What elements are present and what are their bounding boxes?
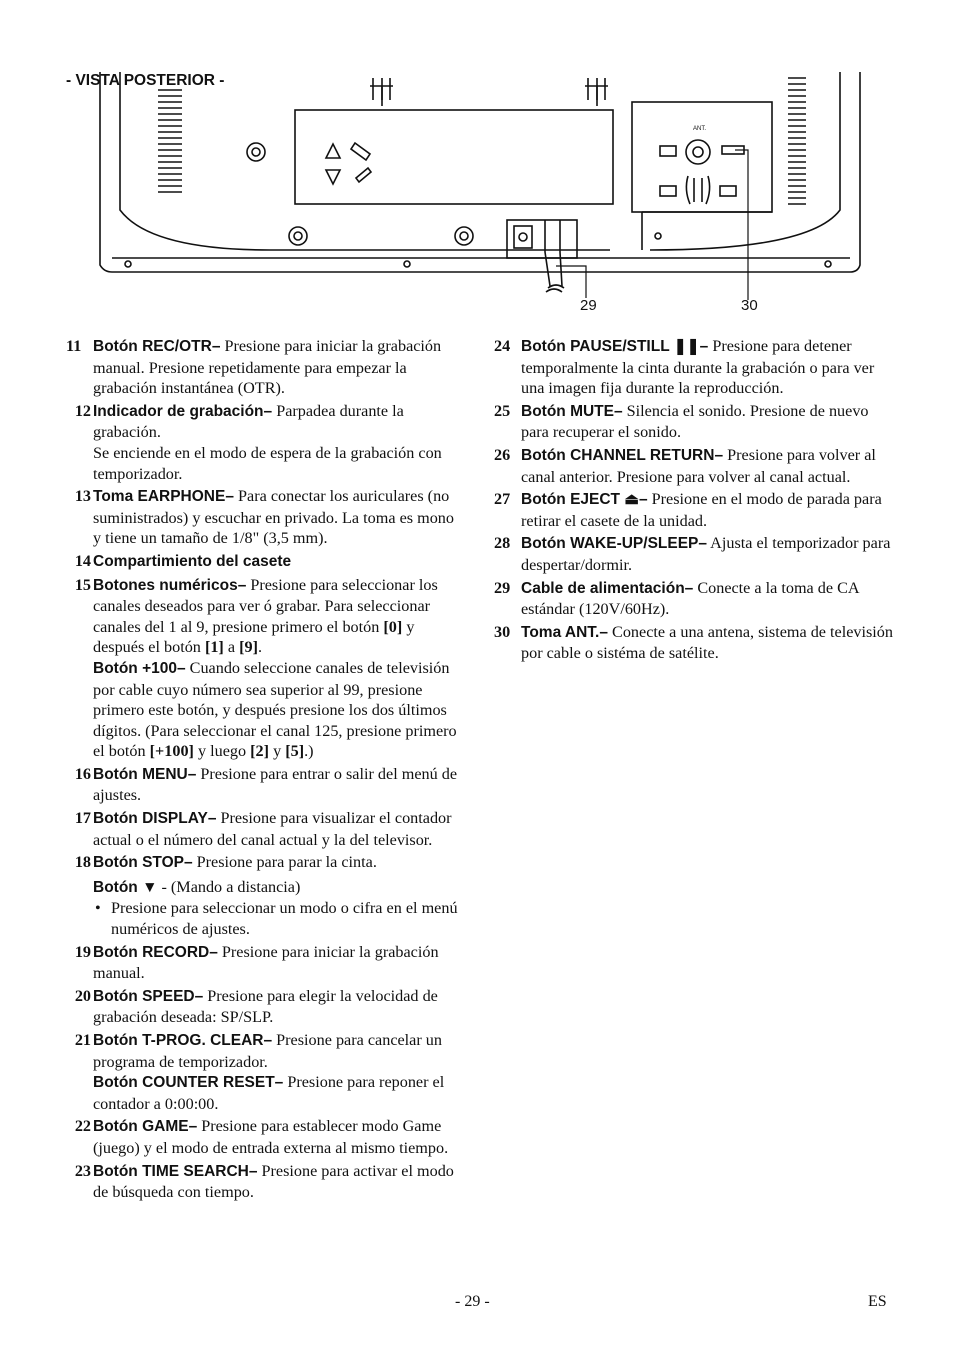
- list-item: 28 Botón WAKE-UP/SLEEP– Ajusta el temporizador para despertar/dormir.: [494, 534, 891, 574]
- antenna-jack-icon: [660, 140, 744, 204]
- list-item: 19 Botón RECORD– Presione para iniciar la grabación manual.: [74, 942, 439, 983]
- list-item: 13 Toma EARPHONE– Para conectar los auriculares (no suministrados) y escuchar en privado. La toma es mono y tiene un tamaño de 1/8" (3,5 mm).: [74, 487, 454, 548]
- callout-30: 30: [741, 297, 758, 314]
- right-vent-icon: [788, 78, 806, 204]
- list-item: 20 Botón SPEED– Presione para elegir la velocidad de grabación deseada: SP/SLP.: [74, 986, 438, 1027]
- list-item: 22 Botón GAME– Presione para establecer modo Game (juego) y el modo de entrada externa al mismo tiempo.: [74, 1117, 449, 1157]
- list-item: 17 Botón DISPLAY– Presione para visualizar el contador actual o el número del canal actual y la del televisor.: [74, 809, 452, 849]
- hook-icon: [585, 78, 608, 106]
- list-item: 27 Botón EJECT ⏏– Presione en el modo de parada para retirar el casete de la unidad.: [494, 490, 882, 530]
- list-item: 30 Toma ANT.– Conecte a una antena, sistema de televisión por cable o sistéma de satélite.: [494, 622, 893, 663]
- page-number: - 29 -: [455, 1293, 490, 1310]
- list-item: 21 Botón T-PROG. CLEAR– Presione para cancelar un programa de temporizador. Botón COUNTER RESET– Presione para reponer el contador a 0:00:00.: [74, 1031, 445, 1113]
- ant-label: ANT.: [693, 126, 707, 132]
- rear-view-diagram: [90, 60, 870, 320]
- screw-icon: [289, 227, 307, 245]
- list-item: 18 Botón STOP– Presione para parar la cinta. Botón ▼ - (Mando a distancia) • Presione para seleccionar un modo o cifra en el menú numéricos de ajustes.: [74, 853, 458, 939]
- list-item: 11 Botón REC/OTR– Presione para iniciar la grabación manual. Presione repetidamente para empezar la grabación instantánea (OTR).: [66, 337, 442, 398]
- screw-icon: [247, 143, 265, 161]
- list-item: 26 Botón CHANNEL RETURN– Presione para volver al canal anterior. Presione para volver al canal actual.: [494, 445, 876, 486]
- list-item: 16 Botón MENU– Presione para entrar o salir del menú de ajustes.: [74, 764, 458, 805]
- callout-29: 29: [580, 297, 597, 314]
- list-item: 12 Indicador de grabación– Parpadea durante la grabación. Se enciende en el modo de espera de la grabación con temporizador.: [74, 401, 442, 483]
- list-item: 23 Botón TIME SEARCH– Presione para activar el modo de búsqueda con tiempo.: [74, 1161, 454, 1202]
- right-column: [494, 336, 894, 666]
- power-cord-icon: [545, 220, 564, 292]
- warning-symbol-icon: [326, 143, 371, 184]
- screw-icon: [455, 227, 473, 245]
- left-column: [66, 336, 466, 1205]
- list-item: 24 Botón PAUSE/STILL ❚❚– Presione para detener temporalmente la cinta durante la grabación o para ver una imagen fija durante la reproducción.: [494, 337, 875, 398]
- language-code: ES: [868, 1293, 887, 1310]
- section-title: - VISTA POSTERIOR -: [66, 72, 225, 89]
- hook-icon: [370, 78, 393, 106]
- list-item: 14 Compartimiento del casete: [74, 551, 292, 570]
- left-vent-icon: [158, 90, 182, 192]
- list-item: 29 Cable de alimentación– Conecte a la toma de CA estándar (120V/60Hz).: [494, 578, 859, 619]
- list-item: 15 Botones numéricos– Presione para seleccionar los canales deseados para ver ó grabar. Para seleccionar canales del 1 al 9, presione primero el botón [0] y después el botón [1] a [9]. Botón +100– Cuando seleccione canales de televisión por cable cuyo número sea superior al 99, presione primero este botón, y después presione los dos últimos dígitos. (Para seleccionar el canal 125, presione primero el botón [+100] y luego [2] y [5].): [74, 575, 457, 761]
- list-item: 25 Botón MUTE– Silencia el sonido. Presione de nuevo para recuperar el sonido.: [494, 401, 869, 442]
